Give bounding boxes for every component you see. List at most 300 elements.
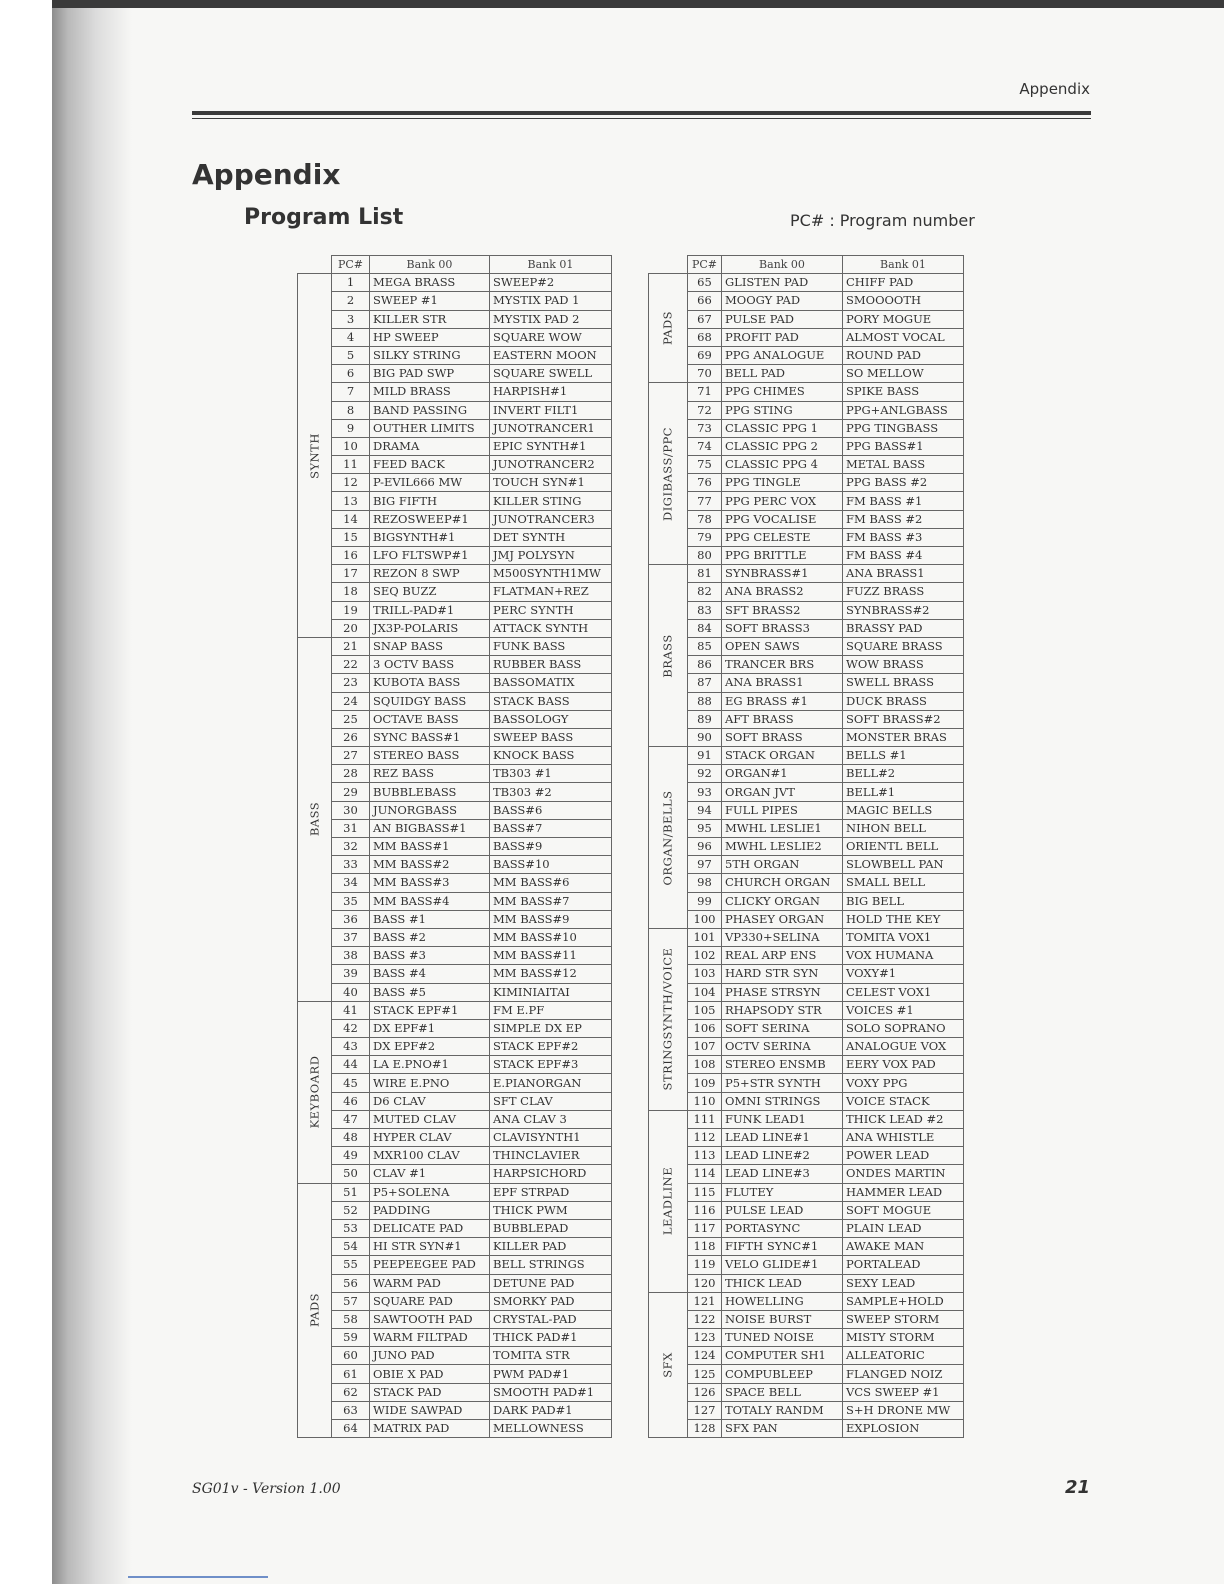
bank-00-cell: GLISTEN PAD bbox=[722, 274, 843, 292]
table-row bbox=[298, 656, 612, 674]
pc-cell: 125 bbox=[688, 1365, 722, 1383]
pc-cell: 123 bbox=[688, 1329, 722, 1347]
pc-cell: 6 bbox=[332, 365, 370, 383]
bank-00-cell: SQUIDGY BASS bbox=[370, 692, 490, 710]
bank-00-cell: P5+SOLENA bbox=[370, 1183, 490, 1201]
table-row bbox=[649, 346, 964, 364]
bank-00-cell: ANA BRASS1 bbox=[722, 674, 843, 692]
bank-00-cell: OMNI STRINGS bbox=[722, 1092, 843, 1110]
bank-00-cell: PPG BRITTLE bbox=[722, 547, 843, 565]
bank-01-cell: PPG BASS#1 bbox=[843, 437, 964, 455]
bank-01-cell: VCS SWEEP #1 bbox=[843, 1383, 964, 1401]
bank-01-cell: BASS#6 bbox=[490, 801, 612, 819]
bank-01-cell: STACK EPF#3 bbox=[490, 1056, 612, 1074]
bank-00-cell: DX EPF#2 bbox=[370, 1038, 490, 1056]
bank-01-cell: KILLER STING bbox=[490, 492, 612, 510]
table-row bbox=[298, 510, 612, 528]
pc-cell: 40 bbox=[332, 983, 370, 1001]
pc-cell: 92 bbox=[688, 765, 722, 783]
group-label: PADS bbox=[660, 311, 675, 346]
pc-cell: 12 bbox=[332, 474, 370, 492]
group-label-cell bbox=[649, 1292, 688, 1438]
group-label-cell bbox=[649, 274, 688, 383]
bank-01-cell: RUBBER BASS bbox=[490, 656, 612, 674]
bank-01-cell: SO MELLOW bbox=[843, 365, 964, 383]
bank-01-cell: SOFT MOGUE bbox=[843, 1201, 964, 1219]
bank-00-cell: PHASEY ORGAN bbox=[722, 910, 843, 928]
pc-cell: 78 bbox=[688, 510, 722, 528]
pc-cell: 17 bbox=[332, 565, 370, 583]
bank-00-cell: OCTV SERINA bbox=[722, 1038, 843, 1056]
pc-cell: 51 bbox=[332, 1183, 370, 1201]
bank-00-cell: MOOGY PAD bbox=[722, 292, 843, 310]
header-bank-01: Bank 01 bbox=[843, 256, 964, 274]
bank-01-cell: SWEEP#2 bbox=[490, 274, 612, 292]
bank-01-cell: FM BASS #3 bbox=[843, 528, 964, 546]
table-row bbox=[649, 928, 964, 946]
pc-cell: 30 bbox=[332, 801, 370, 819]
pc-cell: 19 bbox=[332, 601, 370, 619]
table-row bbox=[298, 601, 612, 619]
bank-01-cell: MONSTER BRAS bbox=[843, 728, 964, 746]
bank-00-cell: OCTAVE BASS bbox=[370, 710, 490, 728]
bank-00-cell: BASS #2 bbox=[370, 928, 490, 946]
bank-00-cell: STEREO ENSMB bbox=[722, 1056, 843, 1074]
table-row bbox=[298, 1347, 612, 1365]
pc-cell: 95 bbox=[688, 819, 722, 837]
bank-01-cell: SWELL BRASS bbox=[843, 674, 964, 692]
group-label: LEADLINE bbox=[660, 1167, 675, 1236]
table-row bbox=[298, 565, 612, 583]
bank-00-cell: SYNC BASS#1 bbox=[370, 728, 490, 746]
bank-00-cell: FUNK LEAD1 bbox=[722, 1110, 843, 1128]
table-row bbox=[298, 401, 612, 419]
table-row bbox=[649, 692, 964, 710]
bank-01-cell: SMORKY PAD bbox=[490, 1292, 612, 1310]
pc-cell: 33 bbox=[332, 856, 370, 874]
table-row bbox=[649, 601, 964, 619]
bank-01-cell: HAMMER LEAD bbox=[843, 1183, 964, 1201]
pc-cell: 126 bbox=[688, 1383, 722, 1401]
table-row bbox=[649, 783, 964, 801]
bank-01-cell: FM E.PF bbox=[490, 1001, 612, 1019]
bank-01-cell: BASS#9 bbox=[490, 838, 612, 856]
table-row bbox=[649, 1256, 964, 1274]
table-row bbox=[649, 656, 964, 674]
bank-00-cell: BAND PASSING bbox=[370, 401, 490, 419]
bank-00-cell: ORGAN JVT bbox=[722, 783, 843, 801]
bank-01-cell: EPF STRPAD bbox=[490, 1183, 612, 1201]
bank-01-cell: BASS#10 bbox=[490, 856, 612, 874]
pc-cell: 14 bbox=[332, 510, 370, 528]
table-row bbox=[298, 965, 612, 983]
table-row bbox=[649, 365, 964, 383]
bank-01-cell: BELL STRINGS bbox=[490, 1256, 612, 1274]
bank-00-cell: BASS #3 bbox=[370, 947, 490, 965]
page-number: 21 bbox=[1064, 1477, 1090, 1498]
table-row bbox=[298, 1074, 612, 1092]
bank-00-cell: PPG STING bbox=[722, 401, 843, 419]
pc-cell: 16 bbox=[332, 547, 370, 565]
bank-01-cell: JMJ POLYSYN bbox=[490, 547, 612, 565]
bank-01-cell: MM BASS#9 bbox=[490, 910, 612, 928]
bank-00-cell: BIG FIFTH bbox=[370, 492, 490, 510]
table-row bbox=[649, 874, 964, 892]
table-row bbox=[298, 619, 612, 637]
table-row bbox=[649, 547, 964, 565]
pc-cell: 43 bbox=[332, 1038, 370, 1056]
table-row bbox=[649, 419, 964, 437]
bank-00-cell: MUTED CLAV bbox=[370, 1110, 490, 1128]
bank-00-cell: REAL ARP ENS bbox=[722, 947, 843, 965]
group-label: PADS bbox=[307, 1293, 321, 1328]
bank-01-cell: MELLOWNESS bbox=[490, 1420, 612, 1438]
table-row bbox=[649, 456, 964, 474]
group-label-cell bbox=[298, 274, 332, 638]
bank-00-cell: 5TH ORGAN bbox=[722, 856, 843, 874]
table-row bbox=[649, 819, 964, 837]
table-row bbox=[298, 419, 612, 437]
table-row bbox=[298, 1256, 612, 1274]
bank-01-cell: FLANGED NOIZ bbox=[843, 1365, 964, 1383]
bank-01-cell: FM BASS #2 bbox=[843, 510, 964, 528]
pc-cell: 77 bbox=[688, 492, 722, 510]
pc-cell: 111 bbox=[688, 1110, 722, 1128]
table-row bbox=[298, 528, 612, 546]
bank-01-cell: SEXY LEAD bbox=[843, 1274, 964, 1292]
bank-00-cell: PPG CELESTE bbox=[722, 528, 843, 546]
table-row bbox=[298, 492, 612, 510]
bank-01-cell: FLATMAN+REZ bbox=[490, 583, 612, 601]
bank-00-cell: BIGSYNTH#1 bbox=[370, 528, 490, 546]
table-row bbox=[649, 1038, 964, 1056]
bank-00-cell: WARM PAD bbox=[370, 1274, 490, 1292]
table-row bbox=[649, 1329, 964, 1347]
bank-01-cell: PERC SYNTH bbox=[490, 601, 612, 619]
bank-01-cell: PPG TINGBASS bbox=[843, 419, 964, 437]
pc-cell: 15 bbox=[332, 528, 370, 546]
bank-00-cell: SFX PAN bbox=[722, 1420, 843, 1438]
bank-00-cell: SOFT BRASS bbox=[722, 728, 843, 746]
bank-01-cell: ANALOGUE VOX bbox=[843, 1038, 964, 1056]
bank-01-cell: BUBBLEPAD bbox=[490, 1219, 612, 1237]
bank-00-cell: LEAD LINE#3 bbox=[722, 1165, 843, 1183]
bank-01-cell: CLAVISYNTH1 bbox=[490, 1129, 612, 1147]
pc-cell: 52 bbox=[332, 1201, 370, 1219]
table-row bbox=[298, 1219, 612, 1237]
pc-cell: 82 bbox=[688, 583, 722, 601]
bank-00-cell: PEEPEEGEE PAD bbox=[370, 1256, 490, 1274]
pc-cell: 127 bbox=[688, 1401, 722, 1419]
bank-01-cell: E.PIANORGAN bbox=[490, 1074, 612, 1092]
table-row bbox=[649, 765, 964, 783]
bank-00-cell: 3 OCTV BASS bbox=[370, 656, 490, 674]
bank-00-cell: DRAMA bbox=[370, 437, 490, 455]
pc-cell: 28 bbox=[332, 765, 370, 783]
bank-00-cell: COMPUTER SH1 bbox=[722, 1347, 843, 1365]
table-row bbox=[298, 437, 612, 455]
bank-00-cell: LEAD LINE#1 bbox=[722, 1129, 843, 1147]
bank-00-cell: PPG ANALOGUE bbox=[722, 346, 843, 364]
bank-01-cell: ATTACK SYNTH bbox=[490, 619, 612, 637]
pc-cell: 114 bbox=[688, 1165, 722, 1183]
bank-01-cell: SYNBRASS#2 bbox=[843, 601, 964, 619]
table-row bbox=[298, 710, 612, 728]
bank-00-cell: FIFTH SYNC#1 bbox=[722, 1238, 843, 1256]
table-row bbox=[649, 1201, 964, 1219]
table-row bbox=[649, 1219, 964, 1237]
pc-cell: 119 bbox=[688, 1256, 722, 1274]
pc-cell: 76 bbox=[688, 474, 722, 492]
table-row bbox=[649, 1238, 964, 1256]
footer-version: SG01v - Version 1.00 bbox=[192, 1481, 341, 1497]
bank-00-cell: SOFT BRASS3 bbox=[722, 619, 843, 637]
table-row bbox=[298, 1310, 612, 1328]
bank-01-cell: THICK PWM bbox=[490, 1201, 612, 1219]
pc-cell: 105 bbox=[688, 1001, 722, 1019]
pc-cell: 80 bbox=[688, 547, 722, 565]
table-row bbox=[298, 1365, 612, 1383]
table-row bbox=[649, 1347, 964, 1365]
bank-01-cell: PLAIN LEAD bbox=[843, 1219, 964, 1237]
table-row bbox=[298, 1274, 612, 1292]
bank-00-cell: D6 CLAV bbox=[370, 1092, 490, 1110]
bank-00-cell: STACK PAD bbox=[370, 1383, 490, 1401]
pc-cell: 24 bbox=[332, 692, 370, 710]
pc-cell: 116 bbox=[688, 1201, 722, 1219]
bank-00-cell: TOTALY RANDM bbox=[722, 1401, 843, 1419]
pc-cell: 18 bbox=[332, 583, 370, 601]
bank-01-cell: DET SYNTH bbox=[490, 528, 612, 546]
pc-cell: 79 bbox=[688, 528, 722, 546]
table-row bbox=[298, 474, 612, 492]
bank-01-cell: CHIFF PAD bbox=[843, 274, 964, 292]
table-row bbox=[649, 637, 964, 655]
pc-cell: 67 bbox=[688, 310, 722, 328]
pc-cell: 106 bbox=[688, 1019, 722, 1037]
bank-01-cell: VOXY PPG bbox=[843, 1074, 964, 1092]
header-bank-00: Bank 00 bbox=[370, 256, 490, 274]
table-row bbox=[649, 583, 964, 601]
pc-cell: 54 bbox=[332, 1238, 370, 1256]
bank-01-cell: HARPSICHORD bbox=[490, 1165, 612, 1183]
bank-01-cell: TB303 #2 bbox=[490, 783, 612, 801]
bank-01-cell: METAL BASS bbox=[843, 456, 964, 474]
bank-00-cell: PULSE PAD bbox=[722, 310, 843, 328]
pc-cell: 86 bbox=[688, 656, 722, 674]
pc-cell: 104 bbox=[688, 983, 722, 1001]
group-label-cell bbox=[649, 1110, 688, 1292]
pc-cell: 113 bbox=[688, 1147, 722, 1165]
pc-cell: 45 bbox=[332, 1074, 370, 1092]
bank-00-cell: LFO FLTSWP#1 bbox=[370, 547, 490, 565]
table-row bbox=[298, 1383, 612, 1401]
table-row bbox=[298, 1420, 612, 1438]
bank-01-cell: VOICES #1 bbox=[843, 1001, 964, 1019]
bank-01-cell: SOLO SOPRANO bbox=[843, 1019, 964, 1037]
header-spacer bbox=[649, 256, 688, 274]
group-label: BRASS bbox=[660, 633, 675, 678]
bank-00-cell: BUBBLEBASS bbox=[370, 783, 490, 801]
group-label: SFX bbox=[660, 1352, 675, 1378]
pc-cell: 124 bbox=[688, 1347, 722, 1365]
bank-00-cell: LA E.PNO#1 bbox=[370, 1056, 490, 1074]
pc-cell: 26 bbox=[332, 728, 370, 746]
table-row bbox=[298, 1038, 612, 1056]
bank-01-cell: CELEST VOX1 bbox=[843, 983, 964, 1001]
bank-01-cell: THICK PAD#1 bbox=[490, 1329, 612, 1347]
bank-01-cell: FUZZ BRASS bbox=[843, 583, 964, 601]
bank-00-cell: P-EVIL666 MW bbox=[370, 474, 490, 492]
bank-01-cell: THICK LEAD #2 bbox=[843, 1110, 964, 1128]
bank-00-cell: JUNO PAD bbox=[370, 1347, 490, 1365]
table-row bbox=[649, 474, 964, 492]
bank-00-cell: TRANCER BRS bbox=[722, 656, 843, 674]
bank-00-cell: PHASE STRSYN bbox=[722, 983, 843, 1001]
table-row bbox=[298, 346, 612, 364]
table-header-row bbox=[298, 256, 612, 274]
table-row bbox=[298, 547, 612, 565]
bank-00-cell: SOFT SERINA bbox=[722, 1019, 843, 1037]
table-row bbox=[649, 1383, 964, 1401]
scan-top-edge bbox=[52, 0, 1224, 8]
group-label-cell bbox=[649, 747, 688, 929]
bank-01-cell: JUNOTRANCER3 bbox=[490, 510, 612, 528]
bank-00-cell: SYNBRASS#1 bbox=[722, 565, 843, 583]
bank-00-cell: REZON 8 SWP bbox=[370, 565, 490, 583]
pc-cell: 107 bbox=[688, 1038, 722, 1056]
bank-00-cell: SILKY STRING bbox=[370, 346, 490, 364]
table-row bbox=[649, 328, 964, 346]
table-row bbox=[649, 1074, 964, 1092]
bank-01-cell: SLOWBELL PAN bbox=[843, 856, 964, 874]
pc-cell: 70 bbox=[688, 365, 722, 383]
bank-00-cell: HI STR SYN#1 bbox=[370, 1238, 490, 1256]
scan-bottom-mark bbox=[128, 1576, 268, 1578]
bank-00-cell: WIDE SAWPAD bbox=[370, 1401, 490, 1419]
table-row bbox=[649, 1310, 964, 1328]
group-label: BASS bbox=[307, 802, 321, 837]
bank-01-cell: KIMINIAITAI bbox=[490, 983, 612, 1001]
bank-00-cell: TUNED NOISE bbox=[722, 1329, 843, 1347]
group-label: DIGIBASS/PPC bbox=[660, 426, 675, 521]
table-row bbox=[298, 765, 612, 783]
table-row bbox=[649, 1401, 964, 1419]
binding-shadow bbox=[52, 0, 132, 1584]
pc-cell: 64 bbox=[332, 1420, 370, 1438]
table-row bbox=[649, 674, 964, 692]
table-header-row bbox=[649, 256, 964, 274]
pc-cell: 50 bbox=[332, 1165, 370, 1183]
bank-00-cell: OUTHER LIMITS bbox=[370, 419, 490, 437]
pc-note: PC# : Program number bbox=[790, 211, 975, 230]
bank-00-cell: MATRIX PAD bbox=[370, 1420, 490, 1438]
table-row bbox=[298, 328, 612, 346]
bank-00-cell: JUNORGBASS bbox=[370, 801, 490, 819]
bank-00-cell: NOISE BURST bbox=[722, 1310, 843, 1328]
bank-01-cell: STACK EPF#2 bbox=[490, 1038, 612, 1056]
bank-01-cell: PORY MOGUE bbox=[843, 310, 964, 328]
table-row bbox=[298, 1183, 612, 1201]
bank-00-cell: SWEEP #1 bbox=[370, 292, 490, 310]
table-row bbox=[298, 637, 612, 655]
bank-01-cell: BASSOMATIX bbox=[490, 674, 612, 692]
bank-01-cell: EPIC SYNTH#1 bbox=[490, 437, 612, 455]
bank-01-cell: SMALL BELL bbox=[843, 874, 964, 892]
pc-cell: 42 bbox=[332, 1019, 370, 1037]
bank-01-cell: FM BASS #4 bbox=[843, 547, 964, 565]
bank-00-cell: RHAPSODY STR bbox=[722, 1001, 843, 1019]
bank-00-cell: MM BASS#3 bbox=[370, 874, 490, 892]
pc-cell: 34 bbox=[332, 874, 370, 892]
pc-cell: 110 bbox=[688, 1092, 722, 1110]
bank-01-cell: TOUCH SYN#1 bbox=[490, 474, 612, 492]
pc-cell: 29 bbox=[332, 783, 370, 801]
header-bank-01: Bank 01 bbox=[490, 256, 612, 274]
bank-00-cell: BASS #5 bbox=[370, 983, 490, 1001]
table-row bbox=[298, 1019, 612, 1037]
table-row bbox=[649, 1092, 964, 1110]
group-label-cell bbox=[649, 383, 688, 565]
pc-cell: 75 bbox=[688, 456, 722, 474]
bank-01-cell: ANA CLAV 3 bbox=[490, 1110, 612, 1128]
pc-cell: 3 bbox=[332, 310, 370, 328]
table-row bbox=[649, 383, 964, 401]
table-row bbox=[649, 892, 964, 910]
pc-cell: 37 bbox=[332, 928, 370, 946]
bank-01-cell: DUCK BRASS bbox=[843, 692, 964, 710]
table-row bbox=[298, 910, 612, 928]
bank-01-cell: S+H DRONE MW bbox=[843, 1401, 964, 1419]
bank-00-cell: WIRE E.PNO bbox=[370, 1074, 490, 1092]
table-row bbox=[298, 1092, 612, 1110]
pc-cell: 88 bbox=[688, 692, 722, 710]
table-row bbox=[649, 801, 964, 819]
pc-cell: 122 bbox=[688, 1310, 722, 1328]
table-row bbox=[649, 1019, 964, 1037]
bank-00-cell: PPG CHIMES bbox=[722, 383, 843, 401]
bank-00-cell: PORTASYNC bbox=[722, 1219, 843, 1237]
table-row bbox=[649, 1292, 964, 1310]
bank-01-cell: DARK PAD#1 bbox=[490, 1401, 612, 1419]
table-row bbox=[298, 1401, 612, 1419]
table-row bbox=[649, 274, 964, 292]
bank-00-cell: PPG VOCALISE bbox=[722, 510, 843, 528]
table-row bbox=[298, 783, 612, 801]
table-row bbox=[298, 292, 612, 310]
pc-cell: 91 bbox=[688, 747, 722, 765]
bank-01-cell: EASTERN MOON bbox=[490, 346, 612, 364]
bank-01-cell: BELLS #1 bbox=[843, 747, 964, 765]
bank-01-cell: MM BASS#7 bbox=[490, 892, 612, 910]
bank-00-cell: REZ BASS bbox=[370, 765, 490, 783]
pc-cell: 65 bbox=[688, 274, 722, 292]
table-row bbox=[298, 365, 612, 383]
pc-cell: 9 bbox=[332, 419, 370, 437]
bank-00-cell: TRILL-PAD#1 bbox=[370, 601, 490, 619]
bank-01-cell: EXPLOSION bbox=[843, 1420, 964, 1438]
pc-cell: 115 bbox=[688, 1183, 722, 1201]
bank-00-cell: SFT BRASS2 bbox=[722, 601, 843, 619]
bank-00-cell: FULL PIPES bbox=[722, 801, 843, 819]
bank-00-cell: MM BASS#1 bbox=[370, 838, 490, 856]
table-row bbox=[649, 1420, 964, 1438]
bank-00-cell: PPG PERC VOX bbox=[722, 492, 843, 510]
bank-00-cell: BASS #4 bbox=[370, 965, 490, 983]
bank-01-cell: ANA BRASS1 bbox=[843, 565, 964, 583]
pc-cell: 61 bbox=[332, 1365, 370, 1383]
table-row bbox=[649, 710, 964, 728]
